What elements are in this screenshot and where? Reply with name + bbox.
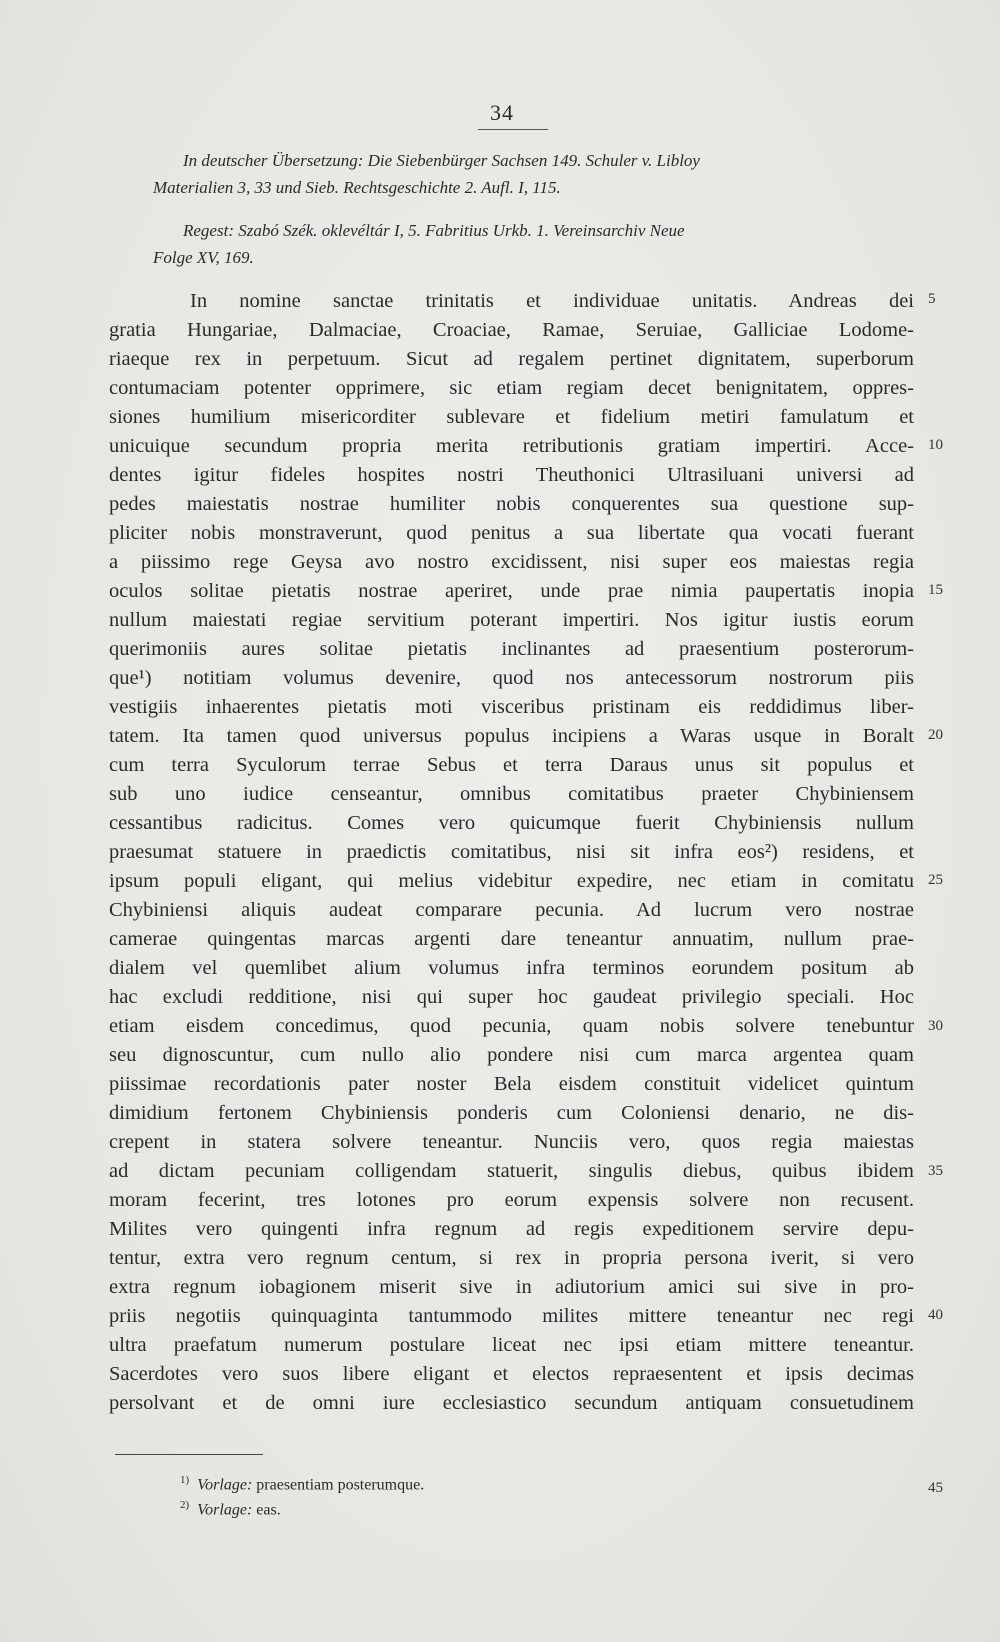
body-line: tatem. Ita tamen quod universus populus incipiens a Waras usque in Boralt <box>109 725 914 747</box>
body-line: dentes igitur fideles hospites nostri Theuthonici Ultrasiluani universi ad <box>109 464 914 486</box>
margin-line-number: 40 <box>928 1307 943 1323</box>
body-line: ad dictam pecuniam colligendam statuerit, singulis diebus, quibus ibidem <box>109 1160 914 1182</box>
body-line: etiam eisdem concedimus, quod pecunia, quam nobis solvere tenebuntur <box>109 1015 914 1037</box>
body-line: que¹) notitiam volumus devenire, quod nos antecessorum nostrorum piis <box>109 667 914 689</box>
body-line: Sacerdotes vero suos libere eligant et electos repraesentent et ipsis decimas <box>109 1363 914 1385</box>
body-line: nullum maiestati regiae servitium poterant impertiri. Nos igitur iustis eorum <box>109 609 914 631</box>
reference-line: In deutscher Übersetzung: Die Siebenbürger Sachsen 149. Schuler v. Libloy <box>183 151 700 170</box>
margin-line-number: 25 <box>928 872 943 888</box>
footnote-mark: 1) <box>180 1474 190 1486</box>
body-line: extra regnum iobagionem miserit sive in adiutorium amici sui sive in pro- <box>109 1276 914 1298</box>
footnote-text: eas. <box>256 1501 281 1519</box>
margin-line-number: 5 <box>928 291 936 307</box>
footnote-label: Vorlage: <box>197 1501 253 1519</box>
body-line: pedes maiestatis nostrae humiliter nobis conquerentes sua questione sup- <box>109 493 914 515</box>
margin-line-number: 20 <box>928 727 943 743</box>
body-line: Chybiniensi aliquis audeat comparare pecunia. Ad lucrum vero nostrae <box>109 899 914 921</box>
margin-line-number: 10 <box>928 437 943 453</box>
reference-line: Regest: Szabó Szék. oklevéltár I, 5. Fabritius Urkb. 1. Vereinsarchiv Neue <box>183 221 685 240</box>
body-line: oculos solitae pietatis nostrae aperiret, unde prae nimia paupertatis inopia <box>109 580 914 602</box>
body-line: riaeque rex in perpetuum. Sicut ad regalem pertinet dignitatem, superborum <box>109 348 914 370</box>
body-line: querimoniis aures solitae pietatis inclinantes ad praesentium posterorum- <box>109 638 914 660</box>
body-line: pliciter nobis monstraverunt, quod penitus a sua libertate qua vocati fuerant <box>109 522 914 544</box>
margin-line-number: 45 <box>928 1480 943 1496</box>
body-line: Milites vero quingenti infra regnum ad regis expeditionem servire depu- <box>109 1218 914 1240</box>
footnote-rule <box>115 1454 263 1455</box>
footnote-2 <box>180 1493 281 1522</box>
body-line: moram fecerint, tres lotones pro eorum expensis solvere non recusent. <box>109 1189 914 1211</box>
footnote-text: praesentiam posterumque. <box>256 1476 425 1494</box>
margin-line-number: 30 <box>928 1018 943 1034</box>
margin-line-number: 35 <box>928 1163 943 1179</box>
body-line: piissimae recordationis pater noster Bela eisdem constituit videlicet quintum <box>109 1073 914 1095</box>
margin-line-number: 15 <box>928 582 943 598</box>
body-line: dialem vel quemlibet alium volumus infra terminos eorundem positum ab <box>109 957 914 979</box>
page-number-rule <box>478 129 548 130</box>
body-line: unicuique secundum propria merita retributionis gratiam impertiri. Acce- <box>109 435 914 457</box>
body-line: a piissimo rege Geysa avo nostro excidissent, nisi super eos maiestas regia <box>109 551 914 573</box>
body-line: dimidium fertonem Chybiniensis ponderis cum Coloniensi denario, ne dis- <box>109 1102 914 1124</box>
body-line: In nomine sanctae trinitatis et individuae unitatis. Andreas dei <box>190 290 914 312</box>
footnote-mark: 2) <box>180 1499 190 1511</box>
body-line: ultra praefatum numerum postulare liceat nec ipsi etiam mittere teneantur. <box>109 1334 914 1356</box>
reference-line: Folge XV, 169. <box>153 248 254 267</box>
body-line: seu dignoscuntur, cum nullo alio pondere nisi cum marca argentea quam <box>109 1044 914 1066</box>
footnote-label: Vorlage: <box>197 1476 253 1494</box>
body-line: contumaciam potenter opprimere, sic etiam regiam decet benignitatem, oppres- <box>109 377 914 399</box>
body-line: ipsum populi eligant, qui melius videbitur expedire, nec etiam in comitatu <box>109 870 914 892</box>
body-line: hac excludi redditione, nisi qui super hoc gaudeat privilegio speciali. Hoc <box>109 986 914 1008</box>
body-line: siones humilium misericorditer sublevare et fidelium metiri famulatum et <box>109 406 914 428</box>
body-line: praesumat statuere in praedictis comitatibus, nisi sit infra eos²) residens, et <box>109 841 914 863</box>
body-line: sub uno iudice censeantur, omnibus comitatibus praeter Chybiniensem <box>109 783 914 805</box>
body-line: gratia Hungariae, Dalmaciae, Croaciae, Ramae, Seruiae, Galliciae Lodome- <box>109 319 914 341</box>
body-line: camerae quingentas marcas argenti dare teneantur annuatim, nullum prae- <box>109 928 914 950</box>
reference-line: Materialien 3, 33 und Sieb. Rechtsgeschichte 2. Aufl. I, 115. <box>153 178 561 197</box>
body-line: tentur, extra vero regnum centum, si rex in propria persona iverit, si vero <box>109 1247 914 1269</box>
body-line: persolvant et de omni iure ecclesiastico secundum antiquam consuetudinem <box>109 1392 914 1414</box>
body-line: crepent in statera solvere teneantur. Nunciis vero, quos regia maiestas <box>109 1131 914 1153</box>
body-line: cessantibus radicitus. Comes vero quicumque fuerit Chybiniensis nullum <box>109 812 914 834</box>
body-line: cum terra Syculorum terrae Sebus et terra Daraus unus sit populus et <box>109 754 914 776</box>
body-line: priis negotiis quinquaginta tantummodo milites mittere teneantur nec regi <box>109 1305 914 1327</box>
page-number: 34 <box>490 100 514 125</box>
body-line: vestigiis inhaerentes pietatis moti visceribus pristinam eis reddidimus liber- <box>109 696 914 718</box>
